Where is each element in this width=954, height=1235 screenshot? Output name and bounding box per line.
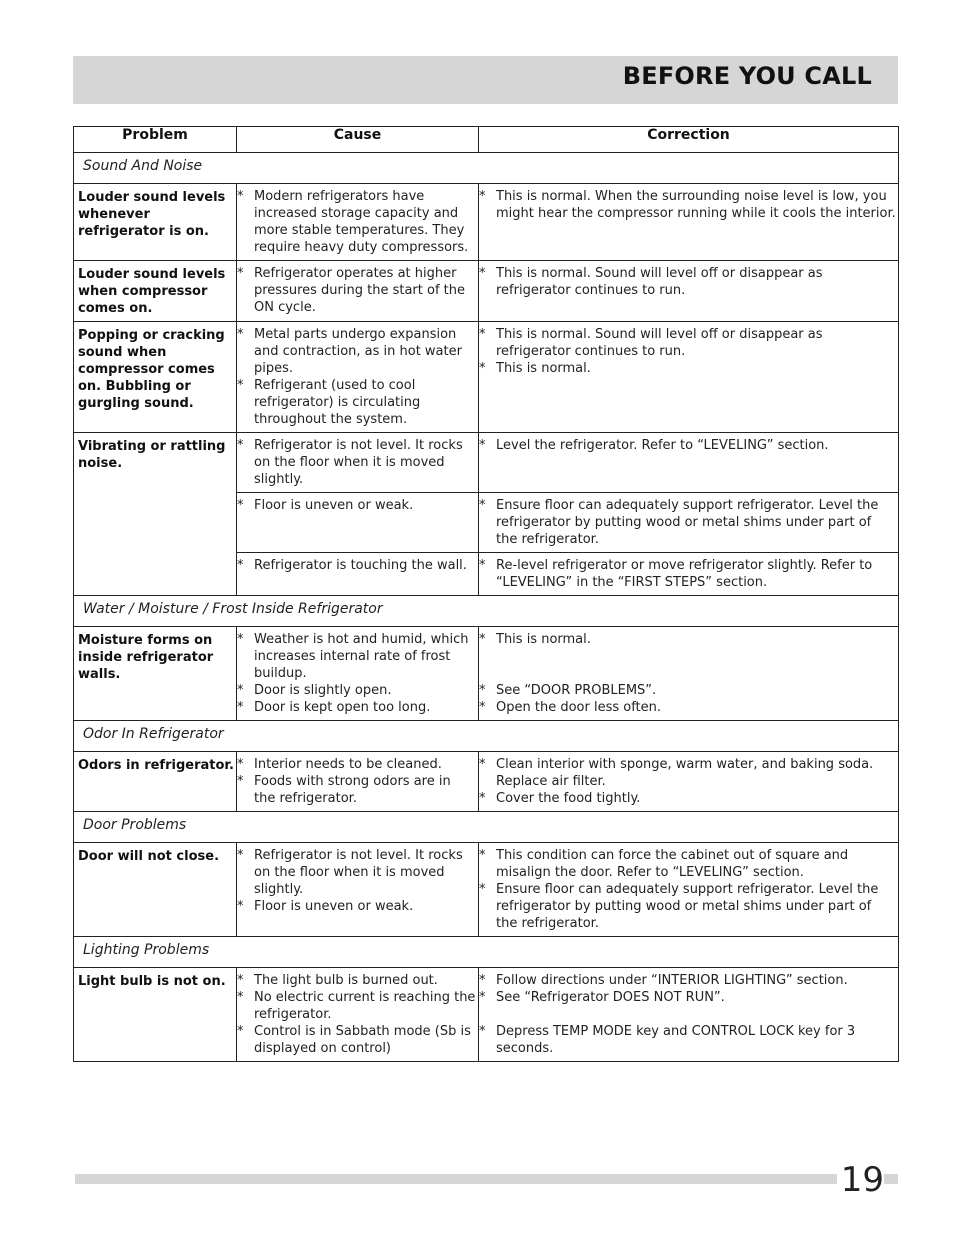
column-header-problem: Problem: [74, 127, 237, 153]
page-number: 19: [837, 1160, 884, 1200]
bullet-star: *: [237, 498, 244, 513]
correction-text: Clean interior with sponge, warm water, and baking soda. Replace air filter.: [496, 757, 874, 789]
cause-text: Foods with strong odors are in the refrigerator.: [254, 774, 451, 806]
cause-item: [237, 898, 476, 915]
correction-text: Follow directions under “INTERIOR LIGHTING” section.: [496, 973, 848, 988]
correction-item: [479, 972, 896, 989]
cause-cell: [237, 843, 479, 937]
section-title: Sound And Noise: [74, 153, 899, 184]
spacer: [479, 1006, 896, 1023]
cause-text: Refrigerator is not level. It rocks on the floor when it is moved slightly.: [254, 848, 463, 897]
section-title: Water / Moisture / Frost Inside Refrigerator: [74, 596, 899, 627]
bullet-star: *: [479, 990, 486, 1005]
table-header-row: [74, 127, 899, 153]
cause-cell: [237, 968, 479, 1062]
bullet-star: *: [479, 882, 486, 897]
correction-text: Open the door less often.: [496, 700, 662, 715]
spacer: [479, 648, 896, 665]
cause-item: [237, 437, 476, 488]
bullet-star: *: [479, 1024, 486, 1039]
cause-text: Door is slightly open.: [254, 683, 392, 698]
cause-cell: [237, 322, 479, 433]
correction-item: [479, 631, 896, 648]
bullet-star: *: [237, 774, 244, 789]
cause-cell: [237, 553, 479, 596]
cause-text: Refrigerator is not level. It rocks on the floor when it is moved slightly.: [254, 438, 463, 487]
bullet-star: *: [237, 973, 244, 988]
table-row: [74, 752, 899, 812]
correction-cell: [479, 322, 899, 433]
cause-text: The light bulb is burned out.: [254, 973, 438, 988]
cause-item: [237, 631, 476, 682]
cause-text: Modern refrigerators have increased storage capacity and more stable temperatures. They require heavy duty compressors.: [254, 189, 469, 255]
cause-text: Floor is uneven or weak.: [254, 498, 414, 513]
correction-cell: [479, 184, 899, 261]
bullet-star: *: [237, 378, 244, 393]
header-bar: [73, 56, 898, 104]
bullet-star: *: [479, 558, 486, 573]
cause-text: No electric current is reaching the refrigerator.: [254, 990, 476, 1022]
correction-text: See “Refrigerator DOES NOT RUN”.: [496, 990, 725, 1005]
correction-text: Cover the food tightly.: [496, 791, 641, 806]
correction-text: Depress TEMP MODE key and CONTROL LOCK key for 3 seconds.: [496, 1024, 856, 1056]
section-title: Odor In Refrigerator: [74, 721, 899, 752]
correction-cell: [479, 752, 899, 812]
cause-text: Door is kept open too long.: [254, 700, 431, 715]
problem-cell: Louder sound levels when compressor comes on.: [74, 261, 237, 322]
correction-item: [479, 756, 896, 790]
section-row: [74, 812, 899, 843]
correction-cell: [479, 627, 899, 721]
cause-item: [237, 756, 476, 773]
correction-item: [479, 881, 896, 932]
correction-text: This is normal.: [496, 361, 591, 376]
correction-text: This condition can force the cabinet out of square and misalign the door. Refer to “LEVELING” section.: [496, 848, 849, 880]
bullet-star: *: [479, 757, 486, 772]
bullet-star: *: [237, 558, 244, 573]
cause-item: [237, 699, 476, 716]
correction-cell: [479, 261, 899, 322]
bullet-star: *: [237, 848, 244, 863]
table-row: [74, 322, 899, 433]
cause-item: [237, 265, 476, 316]
bullet-star: *: [479, 498, 486, 513]
bullet-star: *: [237, 757, 244, 772]
bullet-star: *: [237, 990, 244, 1005]
table-row: [74, 184, 899, 261]
problem-cell: Louder sound levels whenever refrigerator is on.: [74, 184, 237, 261]
bullet-star: *: [479, 973, 486, 988]
section-title: Door Problems: [74, 812, 899, 843]
cause-cell: [237, 261, 479, 322]
cause-item: [237, 773, 476, 807]
cause-text: Refrigerator operates at higher pressures during the start of the ON cycle.: [254, 266, 466, 315]
cause-text: Refrigerant (used to cool refrigerator) is circulating throughout the system.: [254, 378, 421, 427]
cause-item: [237, 972, 476, 989]
cause-cell: [237, 627, 479, 721]
bullet-star: *: [237, 683, 244, 698]
correction-item: [479, 989, 896, 1006]
correction-cell: [479, 433, 899, 493]
page-title: BEFORE YOU CALL: [622, 62, 872, 90]
spacer: [479, 665, 896, 682]
table-row: [74, 627, 899, 721]
section-title: Lighting Problems: [74, 937, 899, 968]
correction-text: Re-level refrigerator or move refrigerator slightly. Refer to “LEVELING” in the “FIRST STEPS” section.: [496, 558, 873, 590]
cause-item: [237, 377, 476, 428]
correction-text: Ensure floor can adequately support refrigerator. Level the refrigerator by putting wood or metal shims under part of the refrigerator.: [496, 498, 879, 547]
correction-item: [479, 188, 896, 222]
section-row: [74, 937, 899, 968]
correction-text: Ensure floor can adequately support refrigerator. Level the refrigerator by putting wood or metal shims under part of the refrigerator.: [496, 882, 879, 931]
cause-item: [237, 1023, 476, 1057]
cause-cell: [237, 184, 479, 261]
cause-cell: [237, 752, 479, 812]
correction-item: [479, 699, 896, 716]
bullet-star: *: [237, 327, 244, 342]
troubleshooting-table: [73, 126, 899, 1062]
correction-item: [479, 360, 896, 377]
correction-item: [479, 326, 896, 360]
cause-item: [237, 188, 476, 256]
bullet-star: *: [237, 189, 244, 204]
bullet-star: *: [479, 189, 486, 204]
section-row: [74, 153, 899, 184]
problem-cell: Door will not close.: [74, 843, 237, 937]
cause-text: Interior needs to be cleaned.: [254, 757, 442, 772]
bullet-star: *: [479, 791, 486, 806]
correction-cell: [479, 553, 899, 596]
correction-item: [479, 557, 896, 591]
cause-item: [237, 682, 476, 699]
bullet-star: *: [237, 899, 244, 914]
bullet-star: *: [237, 266, 244, 281]
cause-item: [237, 989, 476, 1023]
cause-text: Weather is hot and humid, which increases internal rate of frost buildup.: [254, 632, 469, 681]
table-row: [74, 261, 899, 322]
problem-cell: Odors in refrigerator.: [74, 752, 237, 812]
cause-item: [237, 497, 476, 514]
correction-text: This is normal. When the surrounding noise level is low, you might hear the compressor running while it cools the interior.: [496, 189, 896, 221]
correction-text: This is normal.: [496, 632, 591, 647]
cause-cell: [237, 433, 479, 493]
bullet-star: *: [479, 361, 486, 376]
section-row: [74, 596, 899, 627]
cause-cell: [237, 493, 479, 553]
table-row: [74, 843, 899, 937]
correction-item: [479, 437, 896, 454]
bullet-star: *: [237, 438, 244, 453]
bullet-star: *: [479, 266, 486, 281]
correction-text: See “DOOR PROBLEMS”.: [496, 683, 657, 698]
correction-item: [479, 682, 896, 699]
footer-bar: [75, 1174, 898, 1184]
bullet-star: *: [237, 632, 244, 647]
bullet-star: *: [479, 683, 486, 698]
correction-cell: [479, 493, 899, 553]
cause-item: [237, 326, 476, 377]
correction-item: [479, 265, 896, 299]
bullet-star: *: [237, 1024, 244, 1039]
correction-cell: [479, 968, 899, 1062]
cause-text: Control is in Sabbath mode (Sb is displayed on control): [254, 1024, 471, 1056]
bullet-star: *: [479, 700, 486, 715]
correction-item: [479, 497, 896, 548]
bullet-star: *: [479, 438, 486, 453]
correction-item: [479, 1023, 896, 1057]
correction-text: This is normal. Sound will level off or disappear as refrigerator continues to run.: [496, 327, 823, 359]
correction-text: This is normal. Sound will level off or disappear as refrigerator continues to run.: [496, 266, 823, 298]
bullet-star: *: [479, 848, 486, 863]
cause-item: [237, 557, 476, 574]
correction-item: [479, 790, 896, 807]
correction-cell: [479, 843, 899, 937]
section-row: [74, 721, 899, 752]
cause-item: [237, 847, 476, 898]
column-header-correction: Correction: [479, 127, 899, 153]
column-header-cause: Cause: [237, 127, 479, 153]
cause-text: Metal parts undergo expansion and contraction, as in hot water pipes.: [254, 327, 462, 376]
correction-text: Level the refrigerator. Refer to “LEVELING” section.: [496, 438, 829, 453]
table-row: [74, 433, 899, 493]
correction-item: [479, 847, 896, 881]
bullet-star: *: [237, 700, 244, 715]
cause-text: Refrigerator is touching the wall.: [254, 558, 467, 573]
cause-text: Floor is uneven or weak.: [254, 899, 414, 914]
bullet-star: *: [479, 632, 486, 647]
table-row: [74, 968, 899, 1062]
bullet-star: *: [479, 327, 486, 342]
problem-cell: Popping or cracking sound when compressor comes on. Bubbling or gurgling sound.: [74, 322, 237, 433]
problem-cell: Light bulb is not on.: [74, 968, 237, 1062]
problem-cell: Moisture forms on inside refrigerator walls.: [74, 627, 237, 721]
problem-cell: Vibrating or rattling noise.: [74, 433, 237, 596]
